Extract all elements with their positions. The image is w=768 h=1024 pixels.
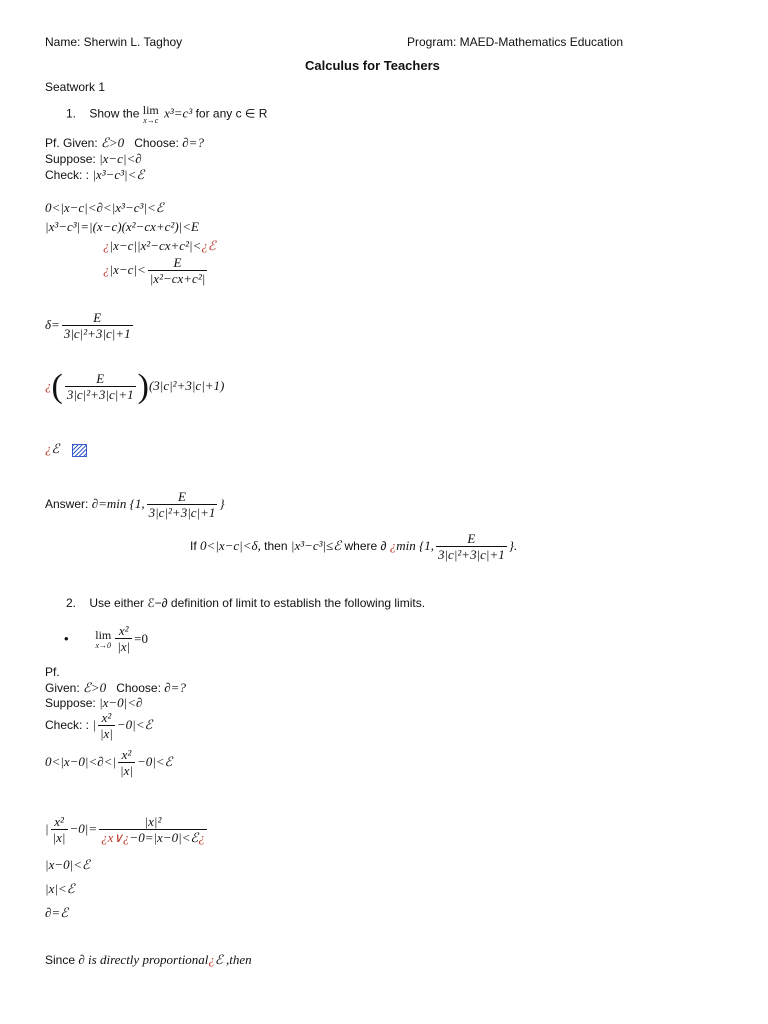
frac-num: E — [93, 310, 102, 325]
frac-den — [99, 829, 207, 845]
p1-delta-fraction — [62, 311, 133, 341]
frac-num: E — [96, 371, 105, 386]
p2-step2-den: −0=|x−0|<ℰ — [129, 830, 199, 845]
p1-conc-cond: 0<|x−c|<δ, — [200, 538, 261, 554]
p2-step2-red2: ¿ — [198, 830, 205, 845]
p1-given-label: Pf. Given: — [45, 136, 98, 150]
frac-den: 3|c|²+3|c|+1 — [63, 326, 131, 341]
p1-answer — [45, 490, 225, 520]
p1-conc-where: where ∂ — [344, 539, 387, 554]
lim-word: lim — [95, 627, 112, 642]
p2-since-expr: ∂ is directly proportional — [78, 952, 209, 967]
p2-step1: 0<|x−0|<∂<| $\frac{\text{x²}}{|x|}$ −0|<ℰ — [45, 747, 173, 778]
page-title: Calculus for Teachers — [305, 58, 440, 73]
p2-bullet-limit — [64, 624, 148, 654]
p1-conclusion — [190, 532, 517, 562]
p1-substitution: ¿( $\frac{E}{\text{3|c|²+3|c|+1}}$ )(3|c|²+3|c|+1) — [45, 368, 225, 405]
p1-suppose-label: Suppose: — [45, 152, 96, 166]
p2-step2-fraction-left — [51, 815, 68, 845]
p2-step2-mid: −0|= — [69, 820, 98, 836]
p2-pf: Pf. — [45, 665, 60, 679]
p1-conc-fraction — [436, 532, 507, 562]
qed-box-icon — [72, 444, 87, 457]
frac-num: E — [178, 489, 186, 504]
program-label: Program: MAED-Mathematics Education — [407, 35, 624, 49]
p1-step1: 0<|x−c|<∂<|x³−c³|<ℰ — [45, 200, 164, 215]
p1-choose-expr: ∂=? — [182, 135, 204, 150]
p2-step2-red1: ¿x∨¿ — [101, 830, 130, 845]
p1-conc-then: then — [264, 539, 288, 554]
p1-step4-left: |x−c|< — [109, 261, 146, 277]
frac-den: |x| — [120, 763, 133, 778]
problem1-lim — [143, 104, 159, 125]
p1-sub-right: (3|c|²+3|c|+1) — [148, 377, 225, 393]
frac-den: 3|c|²+3|c|+1 — [66, 387, 134, 402]
student-name: Name: Sherwin L. Taghoy — [45, 35, 183, 49]
p1-delta-left: δ= — [45, 316, 60, 332]
p1-step3-prefix: ¿ — [103, 238, 110, 253]
p1-step4 — [103, 256, 209, 286]
problem1-statement — [66, 104, 267, 125]
p2-suppose-line — [45, 695, 142, 711]
p2-step2-fraction-right — [99, 815, 207, 845]
frac-num: x² — [101, 710, 112, 725]
p1-result-prefix: ¿ — [45, 441, 52, 456]
frac-den: 3|c|²+3|c|+1 — [437, 547, 505, 562]
p1-conc-res: |x³−c³|≤ℰ — [290, 538, 342, 554]
problem2-statement — [66, 596, 425, 610]
p1-answer-label: Answer: — [45, 497, 89, 512]
p2-step3: |x−0|<ℰ — [45, 857, 90, 872]
p2-since-tail: ℰ ,then — [214, 952, 252, 967]
p1-step4-fraction — [148, 256, 208, 286]
p2-check-rest: −0|<ℰ — [116, 717, 153, 733]
p2-step4: |x|<ℰ — [45, 881, 75, 896]
frac-den: |x| — [117, 639, 131, 654]
p1-delta — [45, 311, 135, 341]
p1-step3-expr: |x−c||x²−cx+c²|< — [109, 238, 202, 253]
problem1-show: Show the — [89, 106, 140, 121]
p1-conc-min: min {1, — [396, 538, 434, 554]
problem1-limit-expr: x³=c³ — [164, 105, 193, 121]
p1-given-line — [45, 135, 204, 151]
p1-answer-close: } — [219, 496, 225, 512]
p2-step2: | $\frac{\text{x²}}{|x|}$ −0|= $\frac{\text{|x|²}}{\text{¿x∨¿−0=|x−0|<ℰ¿}}$ — [45, 814, 205, 845]
p2-step5: ∂=ℰ — [45, 905, 69, 920]
p2-suppose-label: Suppose: — [45, 696, 96, 710]
p2-check-fraction — [98, 711, 115, 741]
p1-check-label: Check: : — [45, 168, 90, 182]
p1-conc-close: }. — [508, 538, 518, 554]
p2-lim-eq: =0 — [134, 631, 149, 647]
p2-step1-fraction — [118, 748, 135, 778]
p2-step1-left: 0<|x−0|<∂< — [45, 753, 113, 769]
p1-check-line — [45, 167, 144, 183]
p2-since-label: Since — [45, 953, 76, 967]
p2-step1-rest: −0|<ℰ — [136, 753, 173, 769]
p1-step4-prefix: ¿ — [103, 261, 110, 277]
p2-lim-fraction — [115, 624, 132, 654]
bullet-icon: • — [64, 631, 69, 647]
lim-sub: x→0 — [95, 640, 112, 650]
p2-given-line — [45, 680, 186, 696]
p1-answer-fraction — [147, 490, 218, 520]
p1-check-expr: |x³−c³|<ℰ — [92, 167, 145, 182]
p1-suppose-line — [45, 151, 142, 167]
frac-num: x² — [54, 814, 64, 829]
lim-sub: x→c — [143, 116, 159, 125]
problem2-number: 2. — [66, 596, 77, 610]
p1-sub-fraction — [65, 372, 136, 402]
p2-since — [45, 952, 252, 968]
p2-check-line: Check: : | $\frac{\text{x²}}{|x|}$ −0|<ℰ — [45, 710, 153, 741]
frac-num: x² — [121, 747, 132, 762]
p1-result — [45, 441, 87, 457]
p1-choose-label: Choose: — [134, 136, 179, 150]
p1-conc-if: If — [190, 539, 197, 554]
problem1-number: 1. — [66, 106, 77, 121]
p2-choose-label: Choose: — [116, 681, 161, 695]
p1-suppose-expr: |x−c|<∂ — [99, 151, 142, 166]
p1-step3 — [103, 238, 216, 254]
frac-den: |x| — [99, 726, 113, 741]
lim-word: lim — [142, 103, 159, 117]
p2-lim — [95, 629, 111, 650]
p2-check-label: Check: : — [45, 718, 90, 733]
p1-result-expr: ℰ — [51, 441, 60, 456]
p1-answer-expr: ∂=min {1, — [91, 496, 145, 512]
p2-suppose-expr: |x−0|<∂ — [99, 695, 143, 710]
frac-den: 3|c|²+3|c|+1 — [148, 505, 216, 520]
p1-conc-qm: ¿ — [389, 538, 397, 554]
problem2-instruction: Use either ℰ−∂ definition of limit to establish the following limits. — [89, 596, 426, 610]
p2-choose-expr: ∂=? — [164, 680, 186, 695]
p1-step3-suffix: ¿ℰ — [201, 238, 216, 253]
frac-num: x² — [118, 623, 129, 638]
frac-num: |x|² — [144, 814, 162, 829]
frac-den: |x²−cx+c²| — [149, 271, 206, 286]
p1-sub-prefix: ¿ — [45, 377, 52, 393]
frac-den: |x| — [52, 830, 66, 845]
frac-num: E — [467, 531, 476, 546]
p1-given-expr: ℰ>0 — [101, 135, 125, 150]
p2-given-label: Given: — [45, 681, 80, 695]
problem1-tail: for any c ∈ R — [195, 106, 268, 121]
p2-given-expr: ℰ>0 — [83, 680, 107, 695]
frac-num: E — [173, 255, 182, 270]
seatwork-label: Seatwork 1 — [45, 80, 106, 94]
p2-since-red: ¿ — [208, 952, 215, 967]
p1-step2: |x³−c³|=|(x−c)(x²−cx+c²)|<E — [45, 219, 199, 234]
